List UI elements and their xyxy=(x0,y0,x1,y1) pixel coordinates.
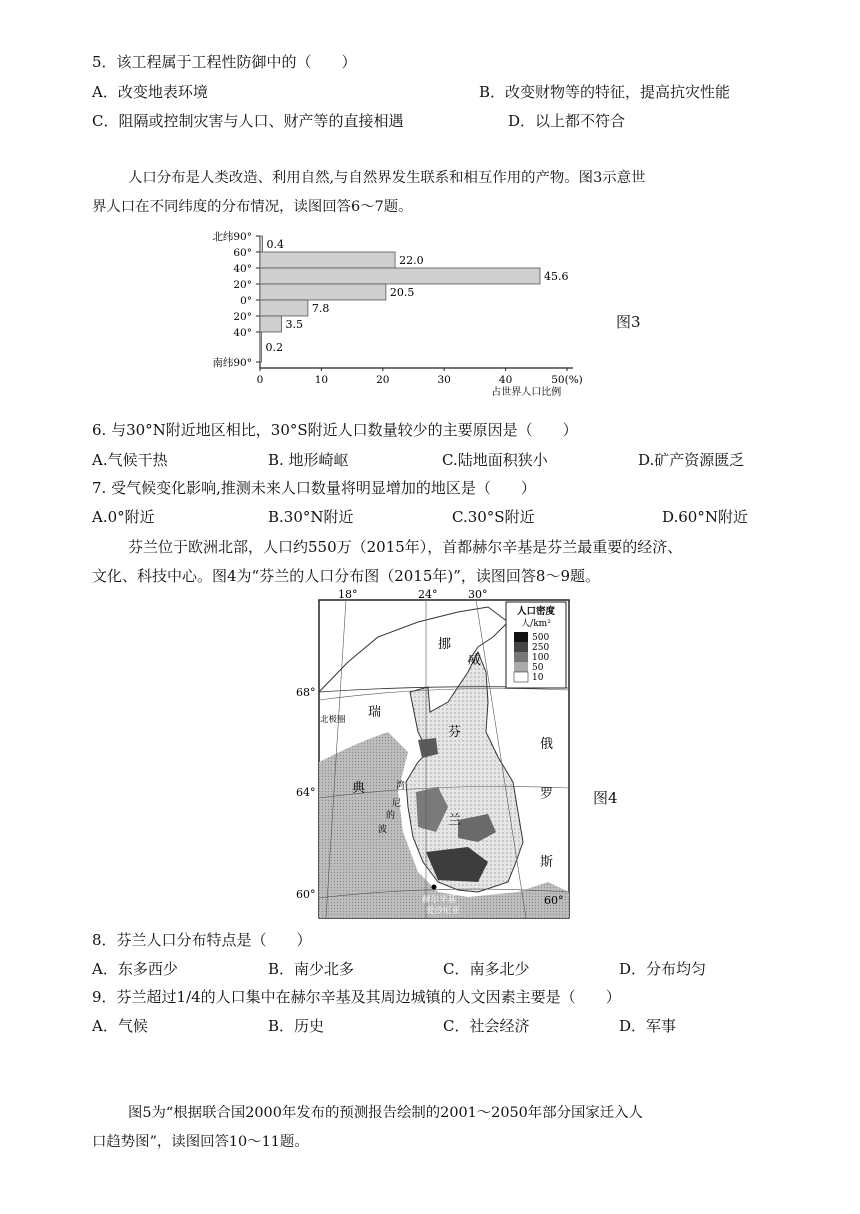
intro-8-9-line2: 文化、科技中心。图4为“芬兰的人口分布图（2015年)”，读图回答8～9题。 xyxy=(92,567,600,585)
q9-option-a: A．气候 xyxy=(92,1017,148,1035)
chart-bar-label: 7.8 xyxy=(311,302,330,315)
intro-10-11-line2: 口趋势图”，读图回答10～11题。 xyxy=(92,1134,309,1150)
lon-label-18: 18° xyxy=(338,588,358,601)
q9-option-c: C．社会经济 xyxy=(443,1017,530,1035)
chart-bar xyxy=(260,332,262,362)
label-norway-1: 挪 xyxy=(438,637,452,652)
q6-option-d: D.矿产资源匮乏 xyxy=(638,451,745,469)
legend-title: 人口密度 xyxy=(516,606,556,617)
q9-option-d: D．军事 xyxy=(619,1017,677,1035)
q7-option-c: C.30°S附近 xyxy=(452,508,535,526)
lat-label-60-left: 60° xyxy=(296,888,316,901)
figure-4-label: 图4 xyxy=(593,789,618,807)
chart-x-axis-label: 占世界人口比例 xyxy=(491,387,562,398)
label-gulf-2: 尼 xyxy=(392,799,402,809)
q7-option-b: B.30°N附近 xyxy=(268,508,354,526)
q5-option-c: C．阻隔或控制灾害与人口、财产等的直接相遇 xyxy=(92,112,404,130)
q8-option-c: C．南多北少 xyxy=(443,960,530,978)
label-sweden-2: 典 xyxy=(352,781,366,796)
q5-option-b: B．改变财物等的特征，提高抗灾性能 xyxy=(479,83,731,101)
lat-label-60-right: 60° xyxy=(544,894,564,907)
label-norway-2: 威 xyxy=(468,653,482,668)
legend-swatch-50 xyxy=(514,662,528,672)
q5-option-a: A．改变地表环境 xyxy=(92,83,208,101)
legend-value-250: 250 xyxy=(532,643,550,653)
intro-6-7-line1: 人口分布是人类改造、利用自然,与自然界发生联系和相互作用的产物。图3示意世 xyxy=(128,170,646,186)
label-gulf-3: 的 xyxy=(386,811,396,821)
lon-label-24: 24° xyxy=(418,588,438,601)
chart-bar xyxy=(260,300,308,316)
chart-bar-label: 45.6 xyxy=(543,270,569,283)
chart-x-tick-label: 0 xyxy=(256,374,264,386)
chart-bar xyxy=(260,252,395,268)
lon-label-30: 30° xyxy=(468,588,488,601)
chart-category-label: 南纬90° xyxy=(212,357,252,369)
chart-category-label: 0° xyxy=(240,295,252,307)
legend-value-50: 50 xyxy=(532,663,544,673)
q5-option-d: D．以上都不符合 xyxy=(508,112,626,130)
q9-stem: 9．芬兰超过1/4的人口集中在赫尔辛基及其周边城镇的人文因素主要是（ ） xyxy=(92,988,621,1006)
figure-3-chart xyxy=(180,228,610,398)
q6-option-b: B. 地形崎岖 xyxy=(268,451,349,469)
helsinki-marker xyxy=(432,885,437,890)
chart-category-label: 20° xyxy=(233,311,252,323)
intro-10-11-line1: 图5为“根据联合国2000年发布的预测报告绘制的2001～2050年部分国家迁入人 xyxy=(128,1105,643,1121)
legend-value-100: 100 xyxy=(532,653,550,663)
q8-option-b: B．南少北多 xyxy=(268,960,355,978)
legend-swatch-10 xyxy=(514,672,528,682)
chart-category-label: 北纬90° xyxy=(212,231,252,243)
figure-3-label: 图3 xyxy=(616,313,641,331)
label-sweden-1: 瑞 xyxy=(368,705,382,720)
chart-x-tick-label: 40 xyxy=(498,374,513,386)
q8-stem: 8．芬兰人口分布特点是（ ） xyxy=(92,931,312,949)
legend-swatch-500 xyxy=(514,632,528,642)
label-finland-1: 芬 xyxy=(448,725,462,740)
q7-option-a: A.0°附近 xyxy=(92,508,155,526)
q8-option-d: D．分布均匀 xyxy=(619,960,707,978)
chart-bar-label: 0.4 xyxy=(266,238,284,251)
q7-option-d: D.60°N附近 xyxy=(662,508,748,526)
chart-category-label: 20° xyxy=(233,279,252,291)
q8-option-a: A．东多西少 xyxy=(92,960,178,978)
q9-option-b: B．历史 xyxy=(268,1017,325,1035)
chart-x-tick-label: 20 xyxy=(376,374,390,386)
legend-swatch-250 xyxy=(514,642,528,652)
label-russia-2: 罗 xyxy=(540,787,554,802)
label-gulf-1: 湾 xyxy=(396,781,406,791)
chart-category-label: 60° xyxy=(233,247,252,259)
chart-bar xyxy=(260,268,540,284)
label-finland-2: 兰 xyxy=(448,813,462,828)
legend-value-500: 500 xyxy=(532,633,550,643)
q6-option-a: A.气候干热 xyxy=(92,451,168,469)
q6-stem: 6. 与30°N附近地区相比，30°S附近人口数量较少的主要原因是（ ） xyxy=(92,421,578,439)
chart-bar xyxy=(260,316,281,332)
chart-bar-label: 22.0 xyxy=(399,254,424,267)
q7-stem: 7. 受气候变化影响,推测未来人口数量将明显增加的地区是（ ） xyxy=(92,479,536,497)
chart-bar-label: 20.5 xyxy=(389,286,415,299)
q6-option-c: C.陆地面积狭小 xyxy=(442,451,548,469)
legend-value-10: 10 xyxy=(532,673,544,683)
label-gulf-4: 波 xyxy=(378,825,388,835)
legend-unit: 人/km² xyxy=(521,619,551,629)
label-helsinki: 赫尔辛基 xyxy=(422,895,457,905)
intro-6-7-line2: 界人口在不同纬度的分布情况，读图回答6～7题。 xyxy=(92,199,413,215)
chart-category-label: 40° xyxy=(233,263,252,275)
chart-x-tick-label: 50(%) xyxy=(551,374,583,386)
intro-8-9-line1: 芬兰位于欧洲北部，人口约550万（2015年），首都赫尔辛基是芬兰最重要的经济、 xyxy=(128,538,683,556)
chart-category-label: 40° xyxy=(233,327,252,339)
chart-bar-label: 3.5 xyxy=(285,318,303,331)
chart-bar xyxy=(260,284,386,300)
chart-x-tick-label: 30 xyxy=(437,374,451,386)
q5-stem: 5．该工程属于工程性防御中的（ ） xyxy=(92,53,357,71)
label-estonia: 爱沙尼亚 xyxy=(426,906,461,916)
arctic-circle-label: 北极圈 xyxy=(320,715,346,725)
lat-label-68: 68° xyxy=(296,686,316,699)
legend-swatch-100 xyxy=(514,652,528,662)
chart-bar xyxy=(260,236,262,252)
chart-x-tick-label: 10 xyxy=(314,374,329,386)
label-russia-1: 俄 xyxy=(540,737,554,752)
figure-4-map xyxy=(296,588,570,920)
chart-bar-label: 0.2 xyxy=(265,341,283,354)
lat-label-64: 64° xyxy=(296,786,316,799)
label-russia-3: 斯 xyxy=(540,855,554,870)
